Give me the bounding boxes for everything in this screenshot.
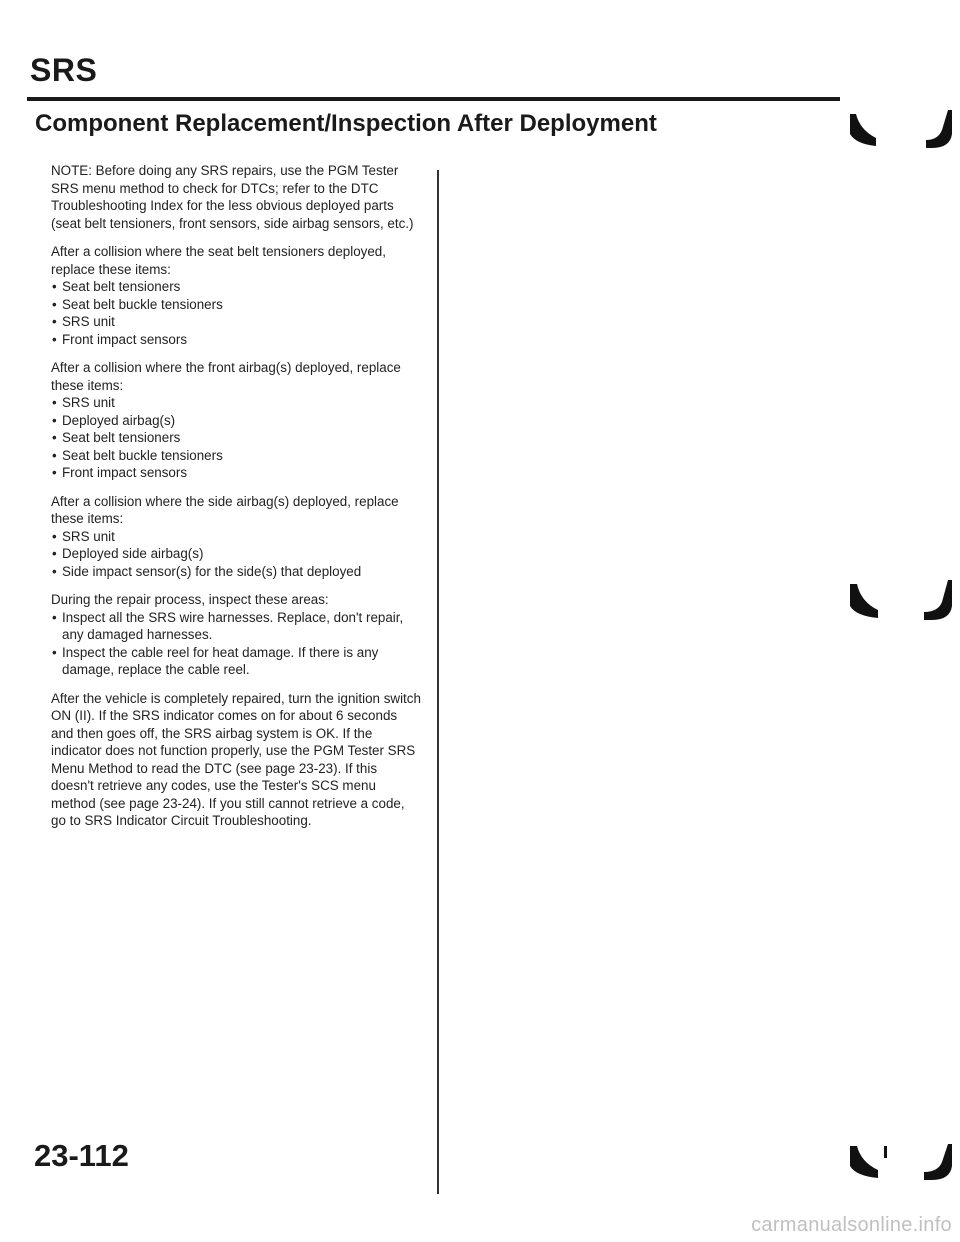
group1-intro: After a collision where the seat belt tensioners deployed, replace these items: — [51, 244, 386, 277]
watermark-url: carmanualsonline.info — [751, 1214, 952, 1236]
group2-intro: After a collision where the front airbag(s) deployed, replace these items: — [51, 360, 401, 393]
list-item: • Deployed side airbag(s) — [51, 545, 423, 563]
binding-corner-marker-icon — [846, 578, 956, 630]
list-item: • Inspect all the SRS wire harnesses. Replace, don't repair, any damaged harnesses. — [51, 609, 423, 644]
group1-list — [51, 278, 423, 348]
note-paragraph: NOTE: Before doing any SRS repairs, use the PGM Tester SRS menu method to check for DTCs; refer to the DTC Troubleshooting Index for the less obvious deployed parts (seat belt tensioners, front sensors, side airbag sensors, etc.) — [51, 163, 414, 231]
list-item: • Seat belt tensioners — [51, 429, 423, 447]
list-item: • Seat belt buckle tensioners — [51, 447, 423, 465]
list-item: • SRS unit — [51, 528, 423, 546]
list-item: • Front impact sensors — [51, 331, 423, 349]
list-item: • Inspect the cable reel for heat damage. If there is any damage, replace the cable reel. — [51, 644, 423, 679]
page-number: 23-112 — [34, 1138, 129, 1173]
body-column — [51, 162, 423, 841]
list-item: • SRS unit — [51, 313, 423, 331]
list-item: • Side impact sensor(s) for the side(s) that deployed — [51, 563, 423, 581]
list-item: • Front impact sensors — [51, 464, 423, 482]
group3-intro: After a collision where the side airbag(s) deployed, replace these items: — [51, 493, 399, 526]
group2-list — [51, 394, 423, 482]
final-paragraph: After the vehicle is completely repaired, turn the ignition switch ON (II). If the SRS indicator comes on for about 6 seconds and then goes off, the SRS airbag system is OK. If the indicator does not function properly, use the PGM Tester SRS Menu Method to read the DTC (see page 23-23). If this doesn't retrieve any codes, use the Tester's SCS menu method (see page 23-24). If you still cannot retrieve a code, go to SRS Indicator Circuit Troubleshooting. — [51, 690, 421, 828]
binding-corner-marker-icon — [846, 108, 956, 158]
group4-list — [51, 609, 423, 679]
list-item: • Seat belt buckle tensioners — [51, 296, 423, 314]
list-item: • SRS unit — [51, 394, 423, 412]
group4-intro: During the repair process, inspect these areas: — [51, 592, 329, 607]
page-heading: Component Replacement/Inspection After Deployment — [35, 110, 657, 137]
binding-corner-marker-icon — [846, 1142, 956, 1188]
section-title: SRS — [30, 52, 98, 88]
header-rule — [27, 97, 840, 101]
group3-list — [51, 528, 423, 581]
column-divider — [437, 170, 439, 1194]
list-item: • Deployed airbag(s) — [51, 412, 423, 430]
list-item: • Seat belt tensioners — [51, 278, 423, 296]
